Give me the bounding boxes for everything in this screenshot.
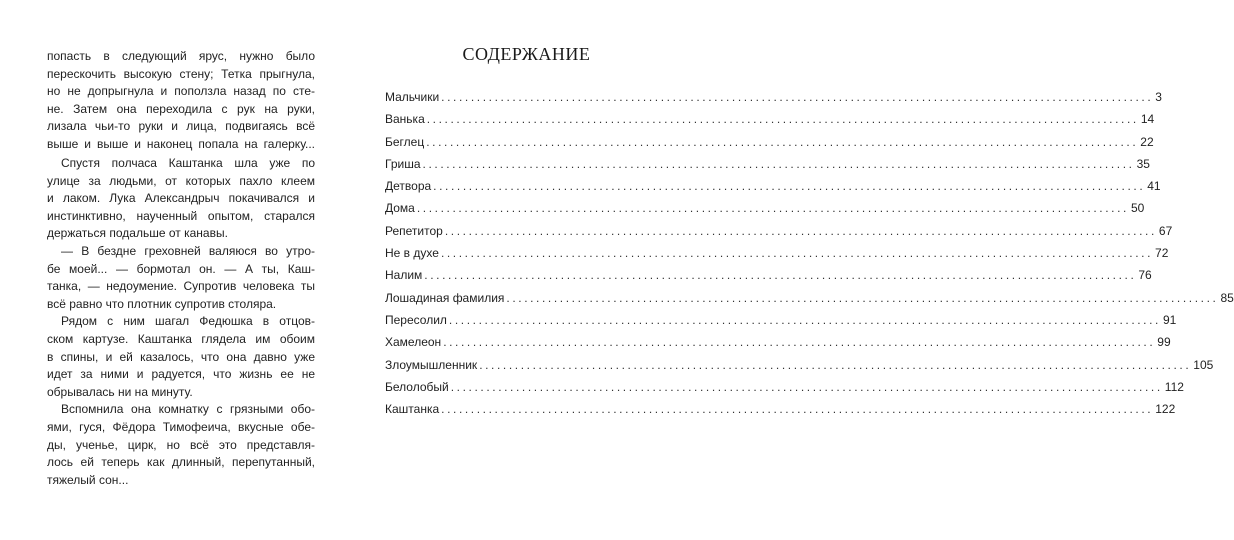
- text-line: ском картузе. Каштанка глядела им обоим: [47, 331, 315, 346]
- toc-entry: [385, 131, 1154, 153]
- text-line: держаться подальше от канавы.: [47, 226, 228, 241]
- toc-entry: [385, 153, 1150, 175]
- toc-entry: [385, 175, 1161, 197]
- toc-entry: [385, 242, 1169, 264]
- toc-entry: [385, 376, 1184, 398]
- toc-dot-leader: ........................................................................................................................: [450, 379, 1163, 394]
- toc-entry: [385, 354, 1214, 376]
- text-line: Рядом с ним шагал Федюшка в отцов-: [61, 314, 315, 329]
- toc-entry-title: Не в духе: [385, 246, 439, 261]
- paragraph-1: [47, 48, 315, 154]
- text-line: но не допрыгнула и поползла назад по сте-: [47, 84, 315, 99]
- toc-entry-page: 41: [1147, 179, 1161, 194]
- toc-dot-leader: ........................................................................................................................: [479, 357, 1192, 372]
- toc-entry-title: Репетитор: [385, 223, 443, 238]
- toc-entry-page: 35: [1136, 156, 1150, 171]
- toc-entry-title: Лошадиная фамилия: [385, 290, 505, 305]
- toc-dot-leader: ........................................................................................................................: [422, 156, 1135, 171]
- toc-dot-leader: ........................................................................................................................: [426, 134, 1139, 149]
- toc-entry-page: 91: [1162, 312, 1177, 327]
- text-line: улице за людьми, от которых пахло клеем: [47, 173, 315, 188]
- text-line: тяжелый сон...: [47, 472, 129, 487]
- toc-dot-leader: ........................................................................................................................: [416, 201, 1129, 216]
- text-line: Вспомнила она комнатку с грязными обо-: [61, 402, 315, 417]
- text-line: идет за ними и радуется, что жизнь ее не: [47, 367, 315, 382]
- text-line: выше и выше и наконец попала на галерку...: [47, 136, 315, 151]
- toc-entry: [385, 108, 1155, 130]
- text-line: ями, гуся, Фёдора Тимофеича, вкусные обе-: [47, 419, 315, 434]
- toc-entry: [385, 309, 1177, 331]
- toc-entry-page: 122: [1155, 402, 1176, 417]
- toc-dot-leader: ........................................................................................................................: [441, 402, 1154, 417]
- toc-entry-title: Хамелеон: [385, 335, 442, 350]
- toc-dot-leader: ........................................................................................................................: [441, 90, 1154, 104]
- toc-entry-page: 112: [1164, 379, 1184, 394]
- text-line: ды, ученье, цирк, но всё это представля-: [47, 437, 315, 452]
- toc-entry-title: Ванька: [385, 112, 425, 127]
- toc-entry-title: Беглец: [385, 134, 425, 149]
- toc-entry-page: 22: [1140, 134, 1154, 149]
- toc-dot-leader: ........................................................................................................................: [448, 312, 1161, 327]
- toc-entry-page: 85: [1220, 290, 1234, 305]
- text-line: лось ей теперь как длинный, перепутанный,: [47, 455, 315, 470]
- right-page: [351, 0, 1234, 540]
- toc-entry: [385, 220, 1173, 242]
- toc-entry: [385, 86, 1162, 108]
- text-line: попасть в следующий ярус, нужно было: [47, 49, 315, 63]
- text-line: в спины, и ей казалось, что она давно уже: [47, 349, 315, 364]
- text-line: танка, — недоумение. Супротив человека ты: [47, 279, 315, 294]
- toc-entry-title: Белолобый: [385, 379, 449, 394]
- toc-entry-title: Мальчики: [385, 90, 440, 104]
- toc-entry-title: Пересолил: [385, 312, 447, 327]
- text-line: инстинктивно, наученный опытом, старался: [47, 208, 315, 223]
- toc-dot-leader: ........................................................................................................................: [506, 290, 1219, 305]
- text-line: лизала чьи-то руки и лица, подвигаясь всё: [47, 119, 315, 134]
- toc-entry-page: 105: [1193, 357, 1214, 372]
- toc-entry-title: Злоумышленник: [385, 357, 478, 372]
- toc-entry-page: 50: [1130, 201, 1145, 216]
- text-line: перескочить высокую стену; Тетка прыгнула,: [47, 66, 315, 81]
- paragraph-2: [47, 155, 315, 489]
- toc-title: СОДЕРЖАНИЕ: [462, 44, 591, 64]
- text-line: всё равно что плотник супротив столяра.: [47, 296, 277, 311]
- text-line: обрывалась ни на минуту.: [47, 384, 193, 399]
- toc-entry: [385, 197, 1145, 219]
- text-line: и лаком. Лука Александрыч покачивался и: [47, 191, 315, 206]
- toc-entry-page: 99: [1157, 335, 1171, 350]
- toc-entry: [385, 398, 1176, 420]
- toc-dot-leader: ........................................................................................................................: [424, 268, 1137, 283]
- toc-entry-title: Налим: [385, 268, 423, 283]
- toc-entry-page: 14: [1140, 112, 1155, 127]
- toc-entry-title: Каштанка: [385, 402, 440, 417]
- toc-entry-page: 67: [1158, 223, 1173, 238]
- toc-list: [385, 86, 1234, 420]
- toc-entry-title: Детвора: [385, 179, 432, 194]
- toc-dot-leader: ........................................................................................................................: [433, 179, 1146, 194]
- left-page: [0, 0, 351, 540]
- toc-dot-leader: ........................................................................................................................: [443, 335, 1156, 350]
- toc-entry-page: 76: [1138, 268, 1152, 283]
- toc-entry-page: 72: [1155, 246, 1169, 261]
- toc-dot-leader: ........................................................................................................................: [444, 223, 1157, 238]
- toc-entry: [385, 264, 1152, 286]
- toc-entry-page: 3: [1155, 90, 1162, 104]
- toc-dot-leader: ........................................................................................................................: [426, 112, 1139, 127]
- toc-dot-leader: ........................................................................................................................: [440, 246, 1154, 261]
- toc-entry: [385, 287, 1234, 309]
- toc-entry-title: Гриша: [385, 156, 421, 171]
- toc-entry-title: Дома: [385, 201, 415, 216]
- text-line: Спустя полчаса Каштанка шла уже по: [61, 156, 315, 170]
- text-line: — В бездне греховней валяюся во утро-: [61, 243, 315, 258]
- text-line: бе моей... — бормотал он. — А ты, Каш-: [47, 261, 315, 276]
- toc-entry: [385, 331, 1171, 353]
- text-line: не. Затем она переходила с рук на руки,: [47, 101, 315, 116]
